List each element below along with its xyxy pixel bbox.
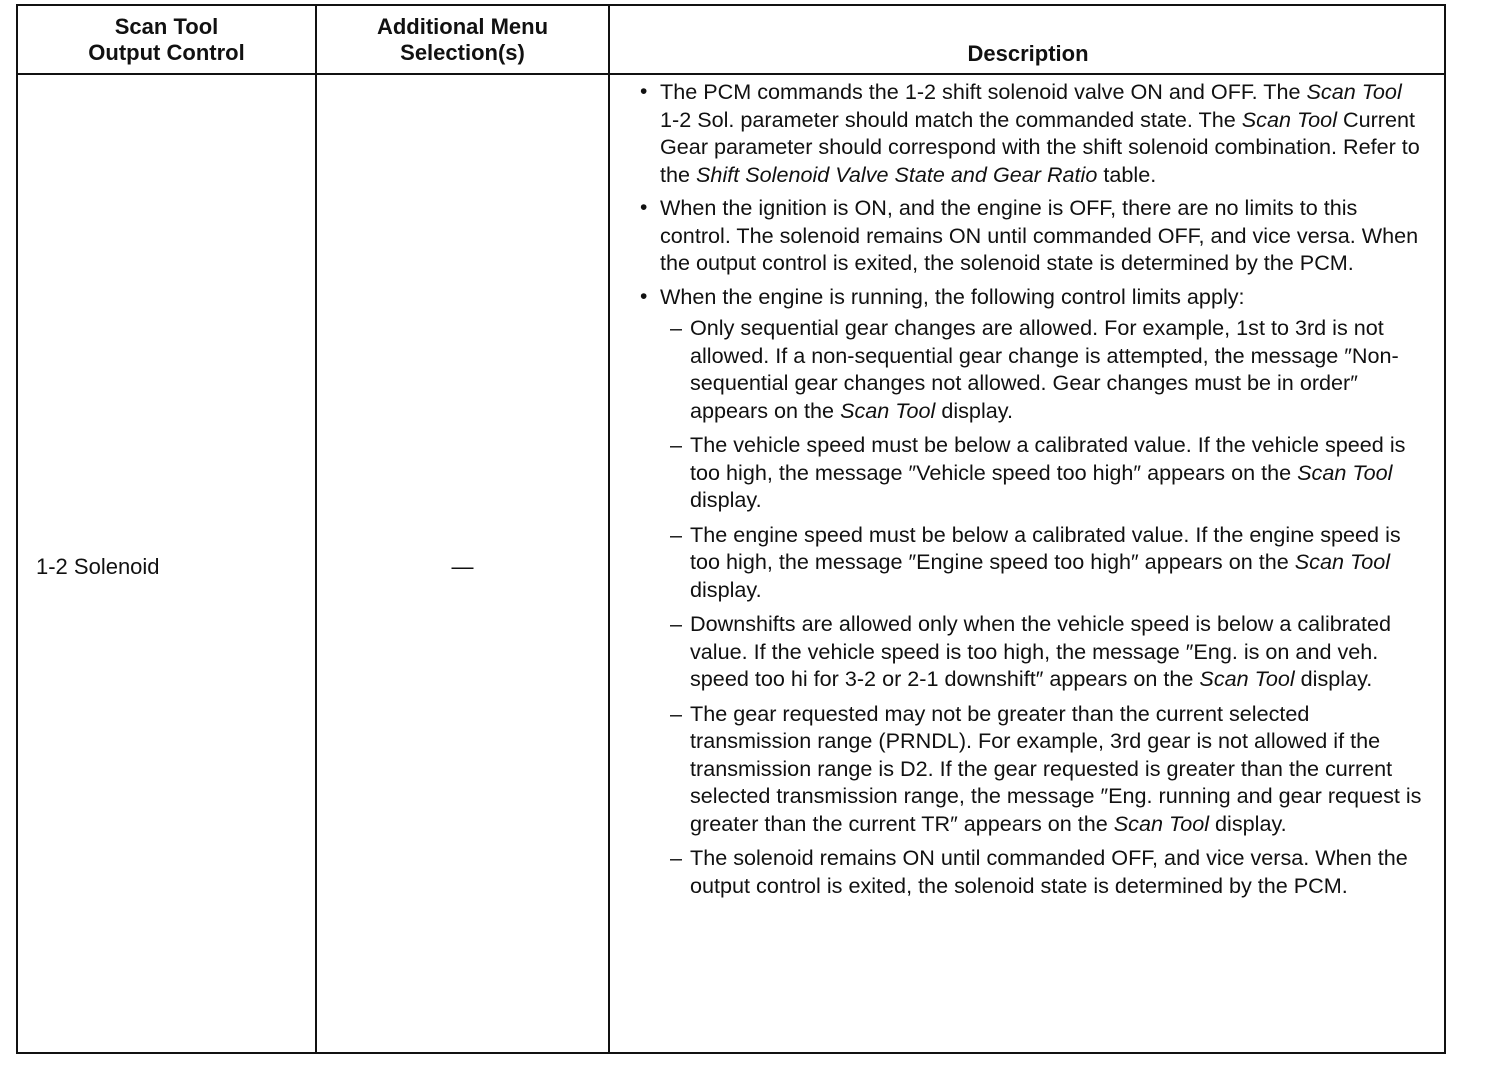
bullet-mark: •: [640, 80, 648, 103]
cell-output-control: 1-2 Solenoid: [36, 554, 160, 579]
sub-item-text: [690, 700, 1426, 838]
text-run: The PCM commands the 1-2 shift solenoid valve ON and OFF. The: [660, 79, 1307, 104]
sub-item: [636, 314, 1426, 424]
cell-description: [636, 78, 1426, 906]
dash-mark: –: [670, 845, 683, 870]
text-run-italic: Shift Solenoid Valve State and Gear Ratio: [696, 161, 1098, 187]
text-run-italic: Scan Tool: [1297, 459, 1393, 485]
text-run: 1-2 Sol. parameter should match the commanded state. The: [660, 106, 1242, 132]
sub-item-text: [690, 314, 1426, 424]
text-run: display.: [935, 397, 1013, 423]
header-additional-menu-selections: [317, 6, 608, 73]
text-run-italic: Scan Tool: [1199, 666, 1295, 691]
text-run: Only sequential gear changes are allowed. For example, 1st to 3rd is not allowed. If a non-sequential gear change is attempted, the message ″Non-sequential gear changes not allowed. Gear changes must be in order″ appears on the: [690, 315, 1399, 423]
column-divider: [315, 6, 317, 1052]
bullet-item: [636, 78, 1426, 188]
header-text: Additional Menu: [376, 13, 549, 39]
text-run-italic: Scan Tool: [840, 397, 936, 423]
text-run: table.: [1097, 161, 1157, 187]
text-run: The engine speed must be below a calibrated value. If the engine speed is too high, the message ″Engine speed too high″ appears on the: [690, 521, 1401, 574]
text-run: display.: [1294, 666, 1373, 691]
text-run-italic: Scan Tool: [1294, 549, 1391, 574]
bullet-item: [636, 194, 1426, 277]
text-run-italic: Scan Tool: [1113, 810, 1210, 836]
sub-item-text: [690, 610, 1426, 693]
sub-item: [636, 844, 1426, 899]
cell-menu-selection: —: [451, 554, 474, 579]
text-run: The gear requested may not be greater than the current selected transmission range (PRNDL). For example, 3rd gear is not allowed if the transmission range is D2. If the gear requested is greater than the current selected transmission range, the message ″Eng. running and gear request is greater than the current TR″ appears on the: [690, 700, 1422, 836]
header-text: Description: [967, 41, 1089, 66]
header-text: Output Control: [88, 39, 245, 65]
column-divider: [608, 6, 610, 1052]
dash-mark: –: [670, 432, 683, 457]
bullet-mark: •: [640, 284, 648, 308]
text-run-italic: Scan Tool: [1241, 106, 1337, 132]
text-run: display.: [690, 576, 762, 602]
text-run-italic: Scan Tool: [1306, 79, 1402, 104]
dash-mark: –: [670, 700, 683, 726]
text-run: display.: [1209, 810, 1287, 836]
dash-mark: –: [670, 521, 683, 547]
header-scan-tool-output-control: [18, 6, 315, 73]
sub-item: [636, 431, 1426, 514]
dash-mark: –: [670, 315, 683, 340]
sub-item: [636, 700, 1426, 838]
bullet-item: [636, 283, 1426, 311]
sub-item-text: [690, 431, 1426, 514]
header-text: Selection(s): [400, 39, 525, 65]
text-run: Downshifts are allowed only when the vehicle speed is below a calibrated value. If the vehicle speed is too high, the message ″Eng. is on and veh. speed too hi for 3-2 or 2-1 downshift″ appears on the: [690, 611, 1391, 691]
header-text: Scan Tool: [114, 13, 219, 39]
header-divider: [18, 73, 1444, 75]
header-description: [610, 6, 1446, 73]
sub-item-text: [690, 521, 1426, 604]
bullet-mark: •: [640, 196, 648, 219]
text-run: The vehicle speed must be below a calibrated value. If the vehicle speed is too high, the message ″Vehicle speed too high″ appears on the: [690, 432, 1406, 485]
sub-item: [636, 521, 1426, 604]
text-run: display.: [690, 487, 762, 512]
bullet-text: [660, 78, 1426, 188]
dash-mark: –: [670, 611, 683, 636]
sub-item-text: The solenoid remains ON until commanded OFF, and vice versa. When the output control is exited, the solenoid state is determined by the PCM.: [690, 845, 1408, 898]
sub-item: [636, 610, 1426, 693]
bullet-text: When the engine is running, the following control limits apply:: [660, 283, 1245, 309]
bullet-text: When the ignition is ON, and the engine is OFF, there are no limits to this control. The solenoid remains ON until commanded OFF, and vice versa. When the output control is exited, the solenoid state is determined by the PCM.: [660, 195, 1419, 275]
text-run: Current Gear parameter should correspond with the shift solenoid combination. Refer to the: [660, 106, 1420, 187]
